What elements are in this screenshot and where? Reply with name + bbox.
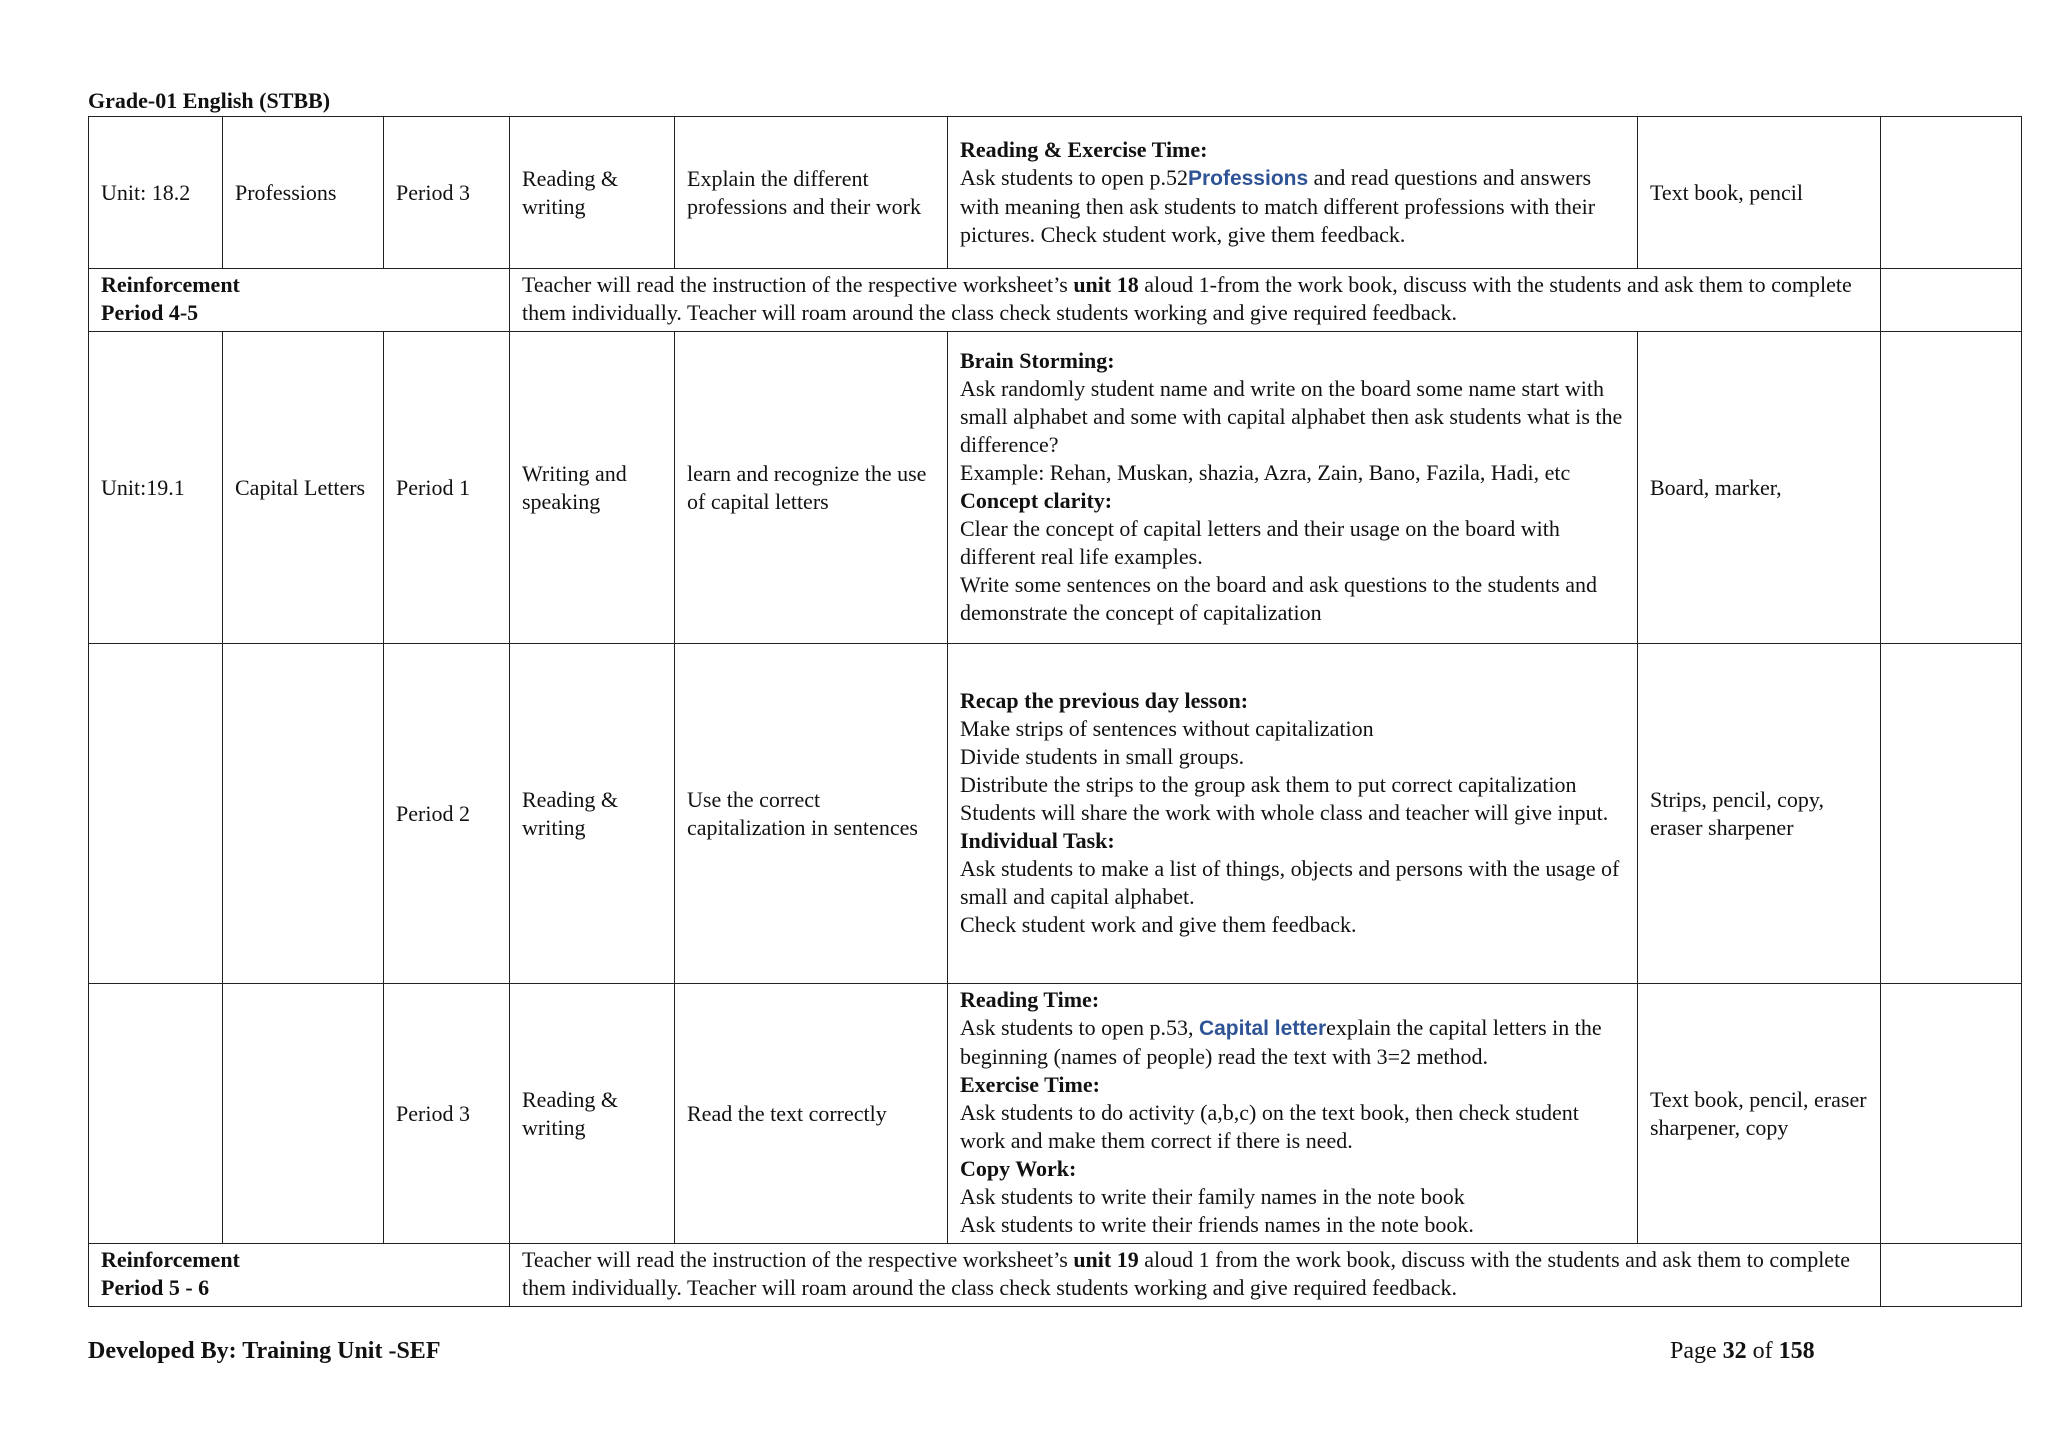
reinforcement-label <box>89 269 510 332</box>
resources-cell: Text book, pencil <box>1638 117 1881 269</box>
remarks-cell <box>1881 1244 2022 1307</box>
skill-cell: Reading & writing <box>510 117 675 269</box>
remarks-cell <box>1881 117 2022 269</box>
period-cell: Period 1 <box>384 332 510 644</box>
skill-cell: Reading & writing <box>510 644 675 984</box>
objective-cell: learn and recognize the use of capital letters <box>675 332 948 644</box>
table-row <box>89 984 2022 1244</box>
activity-heading: Recap the previous day lesson: <box>960 687 1249 713</box>
remarks-cell <box>1881 644 2022 984</box>
resources-cell: Strips, pencil, copy, eraser sharpener <box>1638 644 1881 984</box>
activity-line: Ask students to write their friends names in the note book. <box>960 1212 1474 1237</box>
activity-line: Ask students to do activity (a,b,c) on the text book, then check student work and make them correct if there is need. <box>960 1100 1579 1153</box>
skill-cell: Reading & writing <box>510 984 675 1244</box>
reinforcement-text-a: Teacher will read the instruction of the respective worksheet’s <box>522 1247 1074 1272</box>
activity-cell <box>948 644 1638 984</box>
textbook-link[interactable]: Professions <box>1187 167 1309 190</box>
activity-cell <box>948 332 1638 644</box>
period-cell: Period 3 <box>384 984 510 1244</box>
page-middle: of <box>1746 1338 1779 1364</box>
objective-cell: Explain the different professions and their work <box>675 117 948 269</box>
table-row <box>89 332 2022 644</box>
resources-cell: Text book, pencil, eraser sharpener, copy <box>1638 984 1881 1244</box>
activity-line: Distribute the strips to the group ask them to put correct capitalization <box>960 771 1577 797</box>
activity-cell <box>948 117 1638 269</box>
reinforcement-period: Period 4-5 <box>101 300 199 325</box>
activity-heading: Copy Work: <box>960 1156 1077 1181</box>
activity-heading: Reading & Exercise Time: <box>960 137 1208 162</box>
period-cell: Period 3 <box>384 117 510 269</box>
activity-text: Ask students to open p.52 <box>960 165 1188 190</box>
activity-heading: Concept clarity: <box>960 487 1113 513</box>
activity-text: explain the capital letters in the beginning (names of people) read the text with 3=2 method. <box>960 1015 1602 1069</box>
activity-line: Example: Rehan, Muskan, shazia, Azra, Zain, Bano, Fazila, Hadi, etc <box>960 459 1571 485</box>
activity-line: Make strips of sentences without capitalization <box>960 715 1374 741</box>
topic-cell: Capital Letters <box>223 332 384 644</box>
reinforcement-text <box>510 269 1881 332</box>
remarks-cell <box>1881 984 2022 1244</box>
activity-line: Ask students to make a list of things, objects and persons with the usage of small and capital alphabet. <box>960 855 1620 909</box>
reinforcement-row <box>89 1244 2022 1307</box>
period-cell: Period 2 <box>384 644 510 984</box>
unit-cell <box>89 984 223 1244</box>
activity-line: Clear the concept of capital letters and their usage on the board with different real life examples. <box>960 515 1560 569</box>
unit-cell: Unit:19.1 <box>89 332 223 644</box>
topic-cell <box>223 644 384 984</box>
table-row <box>89 117 2022 269</box>
page-total: 158 <box>1778 1338 1815 1364</box>
reinforcement-unit: unit 19 <box>1073 1247 1139 1272</box>
activity-line: Ask students to write their family names in the note book <box>960 1184 1465 1209</box>
reinforcement-unit: unit 18 <box>1073 272 1139 297</box>
activity-cell <box>948 984 1638 1244</box>
activity-heading: Brain Storming: <box>960 347 1115 373</box>
page-current: 32 <box>1722 1338 1747 1364</box>
unit-cell: Unit: 18.2 <box>89 117 223 269</box>
resources-cell: Board, marker, <box>1638 332 1881 644</box>
reinforcement-text-b: aloud 1-from the work book, discuss with the students and ask them to complete them individually. Teacher will roam around the class check students working and give required feedback. <box>522 272 1852 325</box>
reinforcement-text <box>510 1244 1881 1307</box>
activity-heading: Exercise Time: <box>960 1072 1100 1097</box>
activity-heading: Reading Time: <box>960 987 1100 1012</box>
reinforcement-row <box>89 269 2022 332</box>
reinforcement-title: Reinforcement <box>101 272 240 297</box>
activity-line: Divide students in small groups. <box>960 743 1245 769</box>
activity-line: Check student work and give them feedback. <box>960 911 1357 937</box>
reinforcement-text-b: aloud 1 from the work book, discuss with the students and ask them to complete them individually. Teacher will roam around the class check students working and give required feedback. <box>522 1247 1850 1300</box>
remarks-cell <box>1881 269 2022 332</box>
table-row <box>89 644 2022 984</box>
skill-cell: Writing and speaking <box>510 332 675 644</box>
activity-line: Write some sentences on the board and ask questions to the students and demonstrate the concept of capitalization <box>960 571 1597 625</box>
objective-cell: Read the text correctly <box>675 984 948 1244</box>
lesson-plan-table <box>88 116 2022 1307</box>
remarks-cell <box>1881 332 2022 644</box>
footer-developed-by: Developed By: Training Unit -SEF <box>88 1338 441 1364</box>
activity-line: Ask randomly student name and write on the board some name start with small alphabet and some with capital alphabet then ask students what is the difference? <box>960 375 1623 457</box>
activity-line: Students will share the work with whole class and teacher will give input. <box>960 799 1609 825</box>
reinforcement-text-a: Teacher will read the instruction of the respective worksheet’s <box>522 272 1074 297</box>
topic-cell: Professions <box>223 117 384 269</box>
page-prefix: Page <box>1670 1338 1723 1364</box>
activity-text: and read questions and answers with meaning then ask students to match different professions with their pictures. Check student work, give them feedback. <box>960 165 1596 247</box>
page-header-title: Grade-01 English (STBB) <box>88 88 331 113</box>
reinforcement-label <box>89 1244 510 1307</box>
reinforcement-period: Period 5 - 6 <box>101 1275 210 1300</box>
reinforcement-title: Reinforcement <box>101 1247 240 1272</box>
objective-cell: Use the correct capitalization in sentences <box>675 644 948 984</box>
textbook-link[interactable]: Capital letter <box>1198 1017 1327 1040</box>
page-number <box>1670 1338 1815 1365</box>
unit-cell <box>89 644 223 984</box>
activity-heading: Individual Task: <box>960 827 1115 853</box>
topic-cell <box>223 984 384 1244</box>
activity-text: Ask students to open p.53, <box>960 1015 1199 1040</box>
